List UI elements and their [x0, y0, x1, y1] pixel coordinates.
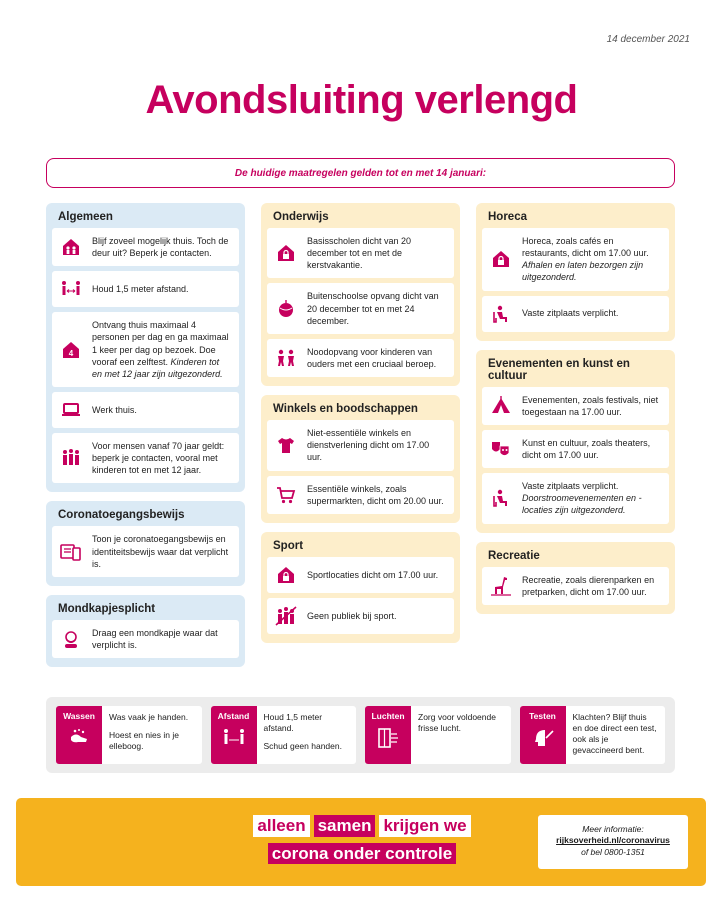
section-recreatie [476, 542, 675, 614]
slogan-word: krijgen we [379, 815, 470, 837]
house-people-icon [60, 236, 82, 258]
giraffe-icon [490, 575, 512, 597]
item-text: Noodopvang voor kinderen van ouders met een cruciaal beroep. [307, 346, 437, 369]
hygiene-badge [56, 706, 102, 764]
hygiene-badge [520, 706, 566, 764]
item-text: Buitenschoolse opvang dicht van 20 december tot en met 24 december. [307, 291, 439, 326]
item-note: Afhalen en laten bezorgen zijn uitgezonderd. [522, 260, 644, 283]
item-text: Draag een mondkapje waar dat verplicht is. [92, 627, 218, 650]
section-evenementen [476, 350, 675, 533]
hygiene-line: Was vaak je handen. [109, 712, 189, 722]
hygiene-text [566, 706, 666, 764]
cart-icon [275, 484, 297, 506]
hygiene-rules [46, 697, 675, 773]
list-item [267, 228, 454, 278]
list-item [267, 283, 454, 333]
svg-text:4: 4 [68, 348, 74, 358]
hygiene-line: Houd 1,5 meter afstand. [263, 712, 323, 734]
seat-icon [490, 303, 512, 325]
section-title: Sport [273, 539, 304, 552]
lock-house-icon [490, 248, 512, 270]
list-item [267, 420, 454, 470]
section-sport [261, 532, 460, 643]
item-text: Niet-essentiële winkels en dienstverlening dicht om 17.00 uur. [307, 428, 430, 463]
list-item [52, 392, 239, 428]
slogan-word: alleen [253, 815, 309, 837]
group-icon [60, 447, 82, 469]
list-item [267, 598, 454, 634]
list-item [482, 228, 669, 291]
item-text: Ontvang thuis maximaal 4 personen per dag en ga maximaal 1 keer per dag op bezoek. Doe vooraf een zelftest. Kinderen tot en met 12 jaar zijn uitgezonderd. [92, 320, 229, 379]
hygiene-card [365, 706, 511, 764]
section-title: Recreatie [488, 549, 540, 562]
hygiene-label: Testen [529, 711, 556, 721]
list-item [52, 526, 239, 576]
hygiene-line: Hoest en nies in je elleboog. [109, 730, 179, 752]
seat-icon [490, 487, 512, 509]
item-text: Toon je coronatoegangsbewijs en identiteitsbewijs waar dat verplicht is. [92, 534, 229, 569]
section-winkels [261, 395, 460, 523]
hygiene-line: Schud geen handen. [263, 741, 342, 752]
info-phone: of bel 0800-1351 [581, 846, 645, 857]
section-mondkapjesplicht [46, 595, 245, 667]
item-text: Blijf zoveel mogelijk thuis. Toch de deur uit? Beperk je contacten. [92, 236, 229, 259]
hygiene-label: Wassen [63, 711, 95, 721]
item-text: Kunst en cultuur, zoals theaters, dicht om 17.00 uur. [522, 437, 651, 460]
list-item [482, 473, 669, 523]
footer-banner [16, 798, 706, 886]
hygiene-text [102, 706, 202, 764]
section-coronatoegangsbewijs [46, 501, 245, 585]
page-title: Avondsluiting verlengd [145, 78, 578, 122]
item-text: Vaste zitplaats verplicht. Doorstroomevenementen en -locaties zijn uitgezonderd. [522, 481, 642, 516]
section-title: Horeca [488, 211, 527, 223]
section-title: Winkels en boodschappen [273, 403, 418, 416]
validity-banner: De huidige maatregelen gelden tot en met 14 januari: [46, 158, 675, 188]
item-text: Houd 1,5 meter afstand. [92, 284, 189, 295]
item-text: Essentiële winkels, zoals supermarkten, dicht om 20.00 uur. [307, 483, 444, 506]
masks-icon [490, 438, 512, 460]
item-text: Basisscholen dicht van 20 december tot en met de kerstvakantie. [307, 236, 412, 271]
item-text: Sportlocaties dicht om 17.00 uur. [307, 569, 439, 580]
tent-icon [490, 395, 512, 417]
hygiene-card [520, 706, 666, 764]
item-text: Recreatie, zoals dierenparken en pretparken, dicht om 17.00 uur. [522, 574, 655, 597]
list-item [52, 433, 239, 483]
section-algemeen [46, 203, 245, 492]
hygiene-line: Klachten? Blijf thuis en doe direct een test, ook als je gevaccineerd bent. [572, 712, 657, 756]
test-icon [532, 727, 554, 754]
id-phone-icon [60, 541, 82, 563]
lock-house-icon [275, 242, 297, 264]
item-text: Horeca, zoals cafés en restaurants, dicht om 17.00 uur. Afhalen en laten bezorgen zijn uitgezonderd. [522, 236, 649, 283]
slogan [252, 815, 472, 870]
item-note: Doorstroomevenementen en -locaties zijn uitgezonderd. [522, 493, 642, 516]
handwash-icon [68, 727, 90, 752]
list-item [267, 557, 454, 593]
list-item [52, 228, 239, 266]
hygiene-label: Afstand [217, 711, 250, 721]
hygiene-badge [365, 706, 411, 764]
section-horeca [476, 203, 675, 341]
info-link[interactable]: rijksoverheid.nl/coronavirus [556, 835, 670, 846]
crowd-icon [275, 605, 297, 627]
distance-icon [60, 278, 82, 300]
item-text: Voor mensen vanaf 70 jaar geldt: beperk je contacten, vooral met kinderen tot en met 12 jaar. [92, 440, 225, 476]
slogan-word: samen [314, 815, 376, 837]
laptop-icon [60, 399, 82, 421]
list-item [52, 312, 239, 387]
shirt-icon [275, 434, 297, 456]
section-title: Algemeen [58, 211, 113, 223]
list-item [482, 296, 669, 332]
ball-icon [275, 298, 297, 320]
hygiene-text [257, 706, 357, 764]
lock-house-icon [275, 564, 297, 586]
list-item [267, 339, 454, 377]
hygiene-badge [211, 706, 257, 764]
facemask-icon [60, 628, 82, 650]
hygiene-card [56, 706, 202, 764]
list-item [482, 567, 669, 605]
item-text: Evenementen, zoals festivals, niet toegestaan na 17.00 uur. [522, 394, 659, 417]
distance-icon [222, 727, 246, 754]
item-text: Geen publiek bij sport. [307, 610, 397, 621]
list-item [52, 271, 239, 307]
section-title: Onderwijs [273, 211, 329, 223]
list-item [267, 476, 454, 514]
slogan-word: corona onder controle [268, 843, 456, 865]
item-text: Vaste zitplaats verplicht. [522, 308, 619, 319]
hygiene-line: Zorg voor voldoende frisse lucht. [418, 712, 496, 734]
list-item [482, 430, 669, 468]
date: 14 december 2021 [606, 34, 690, 45]
item-note: Kinderen tot en met 12 jaar zijn uitgezonderd. [92, 356, 223, 379]
section-title: Evenementen en kunst en cultuur [488, 357, 630, 382]
hygiene-label: Luchten [371, 711, 405, 721]
section-onderwijs [261, 203, 460, 386]
list-item [482, 387, 669, 425]
window-icon [377, 727, 399, 754]
children-icon [275, 347, 297, 369]
list-item [52, 620, 239, 658]
info-label: Meer informatie: [582, 824, 644, 834]
section-title: Coronatoegangsbewijs [58, 509, 185, 522]
hygiene-text [411, 706, 511, 764]
info-box [538, 815, 688, 869]
item-text: Werk thuis. [92, 404, 137, 415]
house-icon [60, 339, 82, 361]
hygiene-card [211, 706, 357, 764]
section-title: Mondkapjesplicht [58, 602, 156, 615]
